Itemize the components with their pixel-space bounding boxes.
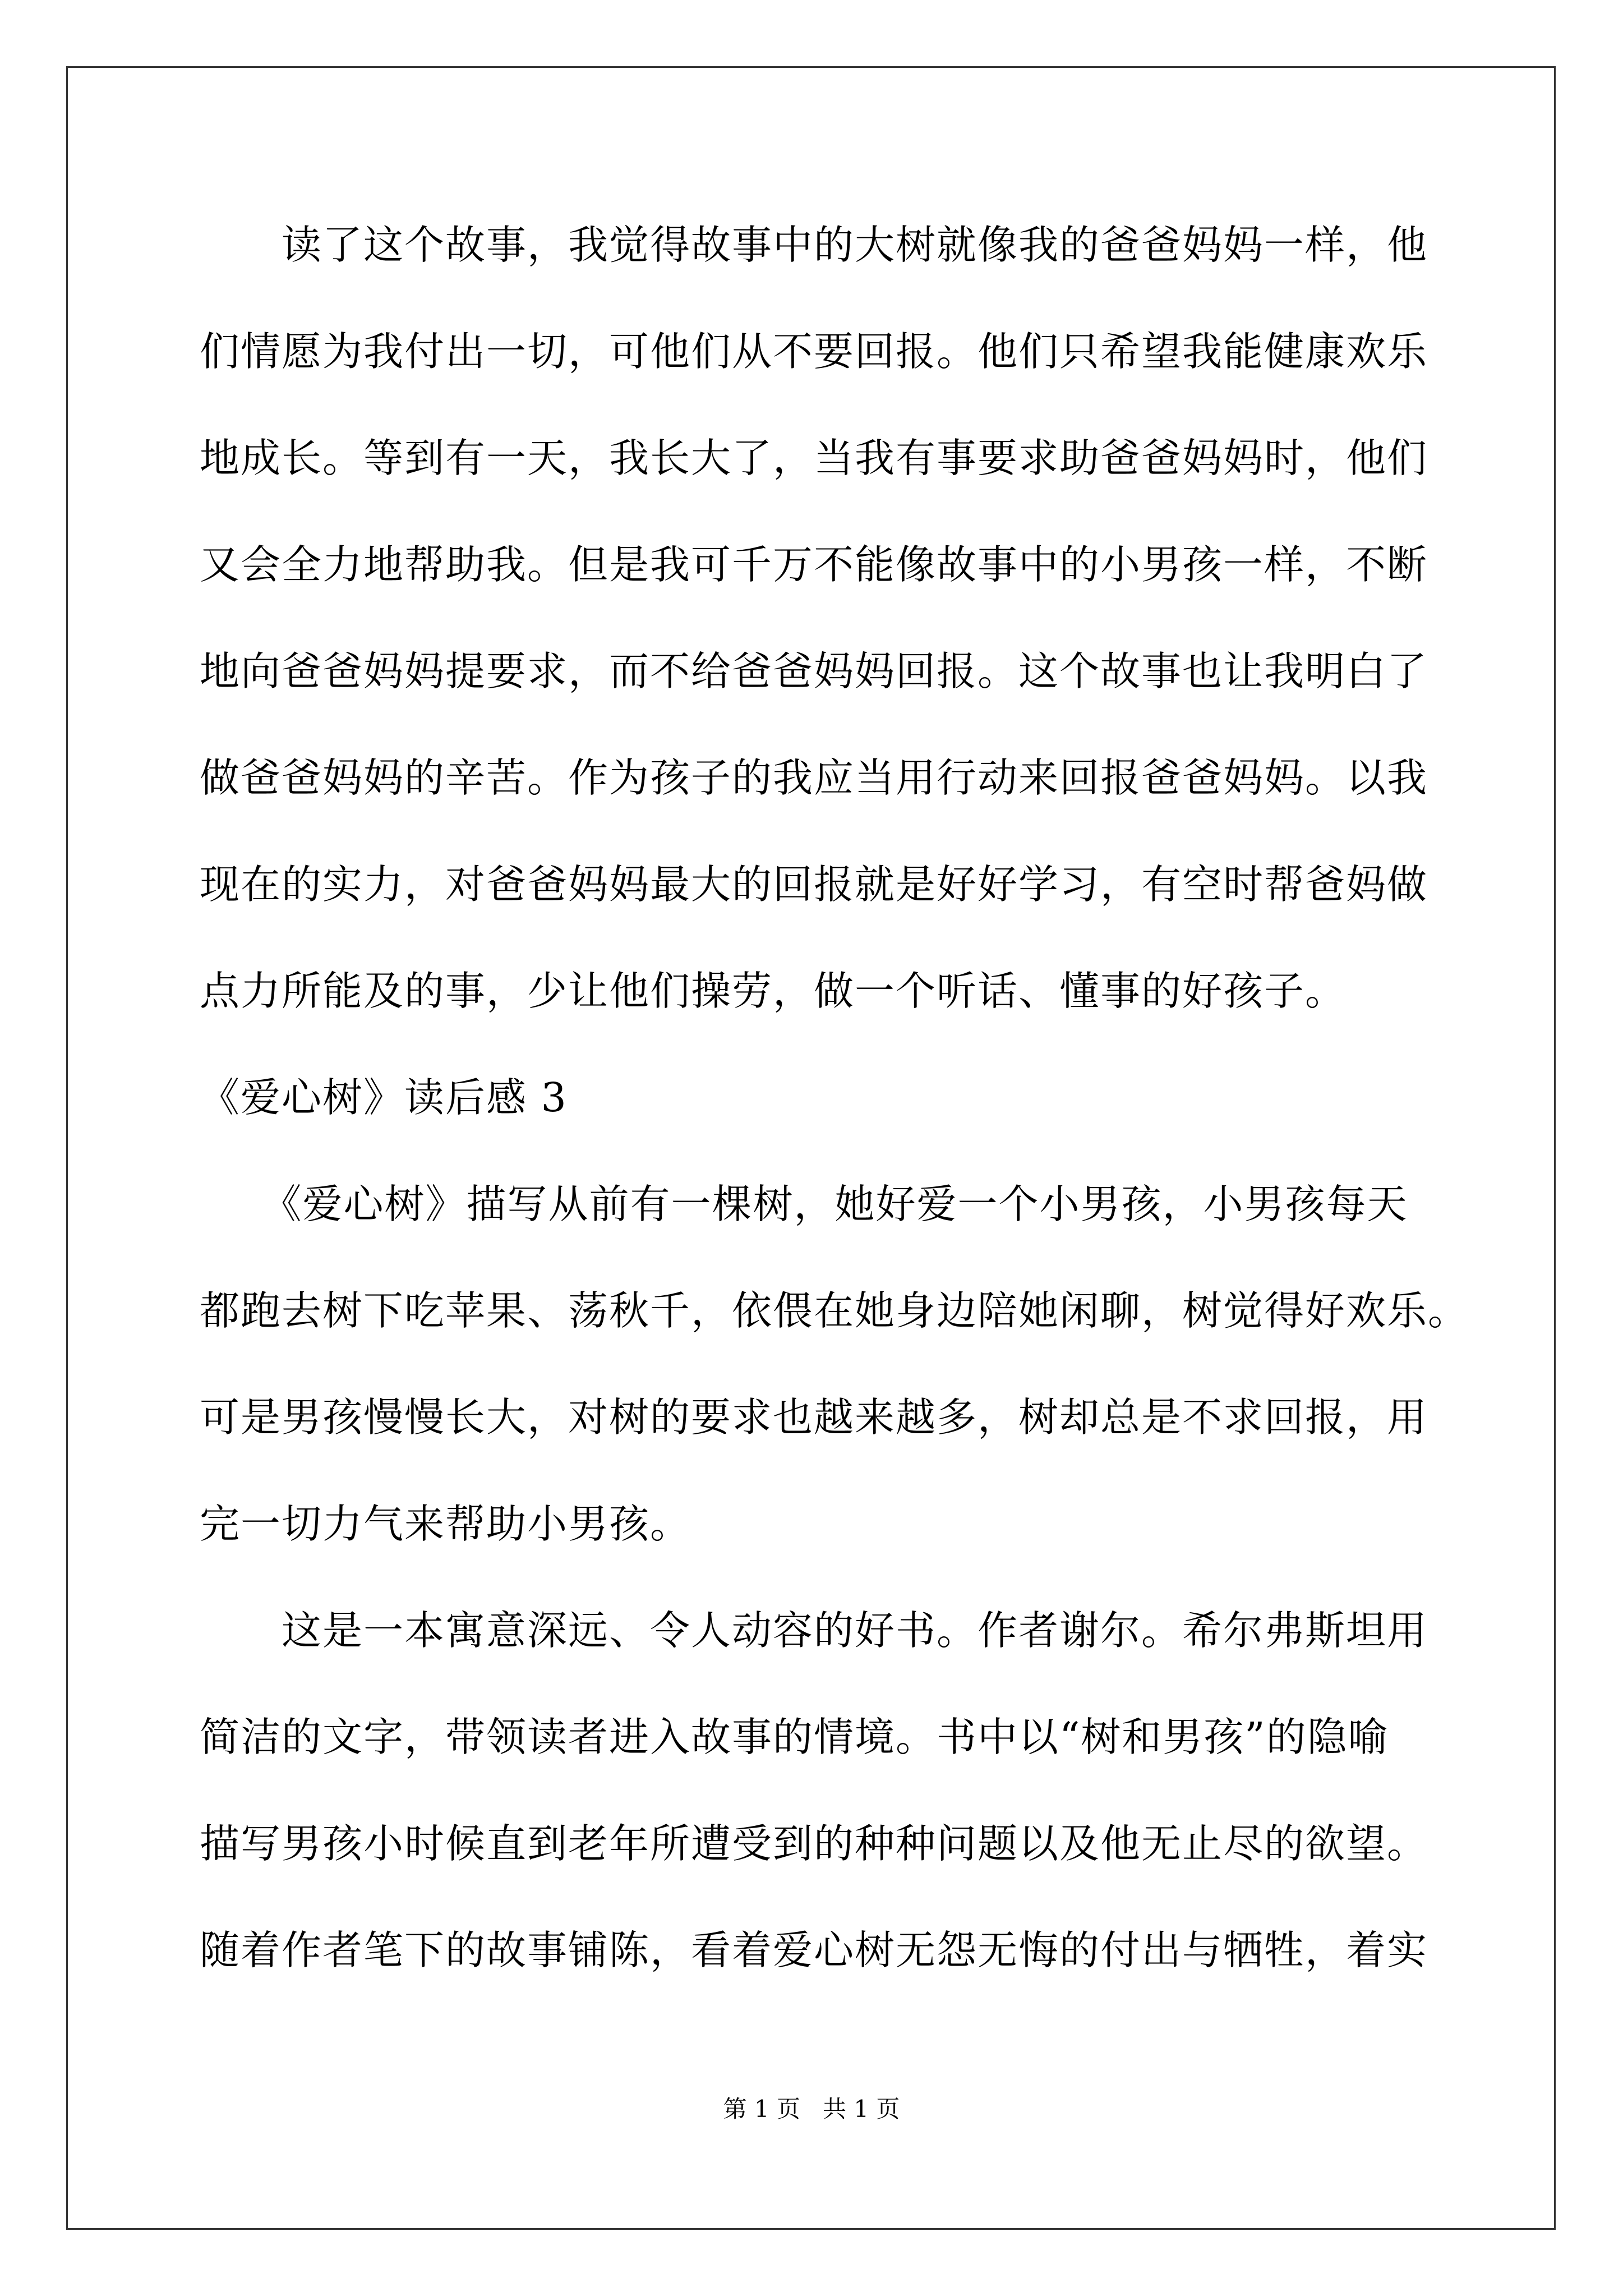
paragraph-line: 完一切力气来帮助小男孩。 [200, 1501, 691, 1547]
section-heading: 《爱心树》读后感 3 [200, 1074, 568, 1121]
page-border [66, 66, 1556, 2230]
paragraph-line: 现在的实力，对爸爸妈妈最大的回报就是好好学习，有空时帮爸妈做 [200, 861, 1428, 908]
paragraph-line: 地成长。等到有一天，我长大了，当我有事要求助爸爸妈妈时，他们 [200, 435, 1428, 481]
paragraph-line: 随着作者笔下的故事铺陈，看着爱心树无怨无悔的付出与牺牲，着实 [200, 1927, 1428, 1973]
paragraph-line: 读了这个故事，我觉得故事中的大树就像我的爸爸妈妈一样，他 [200, 222, 1428, 268]
page-total: 共 1 页 [823, 2095, 900, 2123]
paragraph-line: 们情愿为我付出一切，可他们从不要回报。他们只希望我能健康欢乐 [200, 328, 1428, 375]
paragraph-line: 《爱心树》描写从前有一棵树，她好爱一个小男孩，小男孩每天 [200, 1181, 1408, 1227]
paragraph-line: 又会全力地帮助我。但是我可千万不能像故事中的小男孩一样，不断 [200, 541, 1428, 588]
paragraph-line: 做爸爸妈妈的辛苦。作为孩子的我应当用行动来回报爸爸妈妈。以我 [200, 754, 1428, 801]
paragraph-line: 可是男孩慢慢长大，对树的要求也越来越多，树却总是不求回报，用 [200, 1394, 1428, 1441]
paragraph-line: 点力所能及的事，少让他们操劳，做一个听话、懂事的好孩子。 [200, 968, 1347, 1014]
paragraph-line: 这是一本寓意深远、令人动容的好书。作者谢尔。希尔弗斯坦用 [200, 1607, 1428, 1654]
page-number: 第 1 页 [723, 2095, 800, 2123]
paragraph-line: 都跑去树下吃苹果、荡秋千，依偎在她身边陪她闲聊，树觉得好欢乐。 [200, 1287, 1469, 1334]
paragraph-line: 描写男孩小时候直到老年所遭受到的种种问题以及他无止尽的欲望。 [200, 1820, 1428, 1867]
paragraph-line: 地向爸爸妈妈提要求，而不给爸爸妈妈回报。这个故事也让我明白了 [200, 648, 1428, 694]
paragraph-line: 简洁的文字，带领读者进入故事的情境。书中以“树和男孩”的隐喻 [200, 1714, 1389, 1760]
page-footer [0, 2095, 1623, 2123]
